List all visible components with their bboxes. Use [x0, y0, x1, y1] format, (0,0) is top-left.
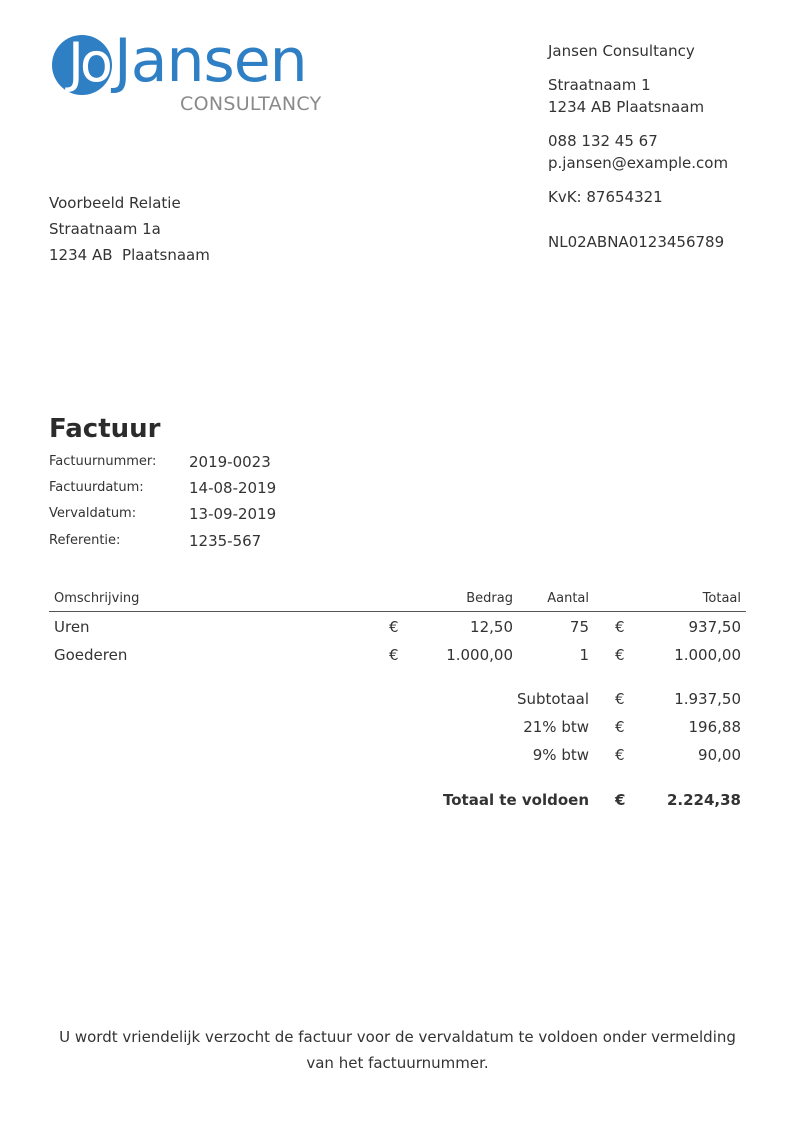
total-due-value: 2.224,38: [666, 791, 741, 809]
company-iban: NL02ABNA0123456789: [548, 233, 725, 251]
company-kvk: KvK: 87654321: [548, 188, 663, 206]
row-1-amount-currency: €: [389, 618, 399, 636]
company-city: 1234 AB Plaatsnaam: [548, 98, 705, 116]
invoice-number-label: Factuurnummer:: [49, 454, 157, 469]
row-2-quantity: 1: [579, 646, 589, 664]
invoice-due: 13-09-2019: [189, 505, 277, 523]
invoice-date: 14-08-2019: [189, 479, 277, 497]
header-total: Totaal: [702, 591, 741, 606]
invoice-ref-label: Referentie:: [49, 533, 121, 548]
client-street: Straatnaam 1a: [49, 220, 161, 238]
invoice-ref: 1235-567: [189, 532, 262, 550]
logo-tagline: CONSULTANCY: [180, 93, 322, 115]
header-quantity: Aantal: [547, 591, 589, 606]
logo-name: Jansen: [114, 26, 307, 96]
company-name: Jansen Consultancy: [548, 42, 695, 60]
row-2-description: Goederen: [54, 646, 128, 664]
client-name: Voorbeeld Relatie: [49, 194, 181, 212]
table-header-rule: [49, 611, 746, 612]
company-street: Straatnaam 1: [548, 76, 651, 94]
company-email: p.jansen@example.com: [548, 154, 729, 172]
logo-mark-letters: Jo: [68, 31, 109, 94]
row-2-total: 1.000,00: [674, 646, 741, 664]
vat21-value: 196,88: [688, 718, 741, 736]
company-details: [548, 40, 728, 253]
row-1-total: 937,50: [688, 618, 741, 636]
row-1-quantity: 75: [569, 618, 589, 636]
invoice-number: 2019-0023: [189, 453, 271, 471]
invoice-due-label: Vervaldatum:: [49, 506, 137, 521]
row-2-amount-currency: €: [389, 646, 399, 664]
subtotal-label: Subtotaal: [516, 690, 589, 708]
client-city: 1234 AB Plaatsnaam: [49, 246, 210, 264]
vat9-currency: €: [615, 746, 625, 764]
row-2-amount: 1.000,00: [446, 646, 513, 664]
row-1-amount: 12,50: [470, 618, 513, 636]
vat21-currency: €: [615, 718, 625, 736]
vat9-label: 9% btw: [532, 746, 589, 764]
header-amount: Bedrag: [466, 591, 513, 606]
subtotal-currency: €: [615, 690, 625, 708]
vat9-value: 90,00: [698, 746, 741, 764]
header-description: Omschrijving: [54, 591, 140, 606]
vat21-label: 21% btw: [523, 718, 589, 736]
row-1-description: Uren: [54, 618, 90, 636]
row-1-total-currency: €: [615, 618, 625, 636]
payment-note: U wordt vriendelijk verzocht de factuur voor de vervaldatum te voldoen onder vermelding van het factuurnummer.: [59, 1028, 736, 1072]
invoice-title: Factuur: [49, 414, 161, 444]
total-due-currency: €: [615, 791, 626, 809]
company-logo: [52, 26, 342, 122]
company-phone: 088 132 45 67: [548, 132, 658, 150]
row-2-total-currency: €: [615, 646, 625, 664]
client-address: [49, 190, 210, 268]
invoice-date-label: Factuurdatum:: [49, 480, 144, 495]
total-due-label: Totaal te voldoen: [442, 791, 589, 809]
subtotal-value: 1.937,50: [674, 690, 741, 708]
